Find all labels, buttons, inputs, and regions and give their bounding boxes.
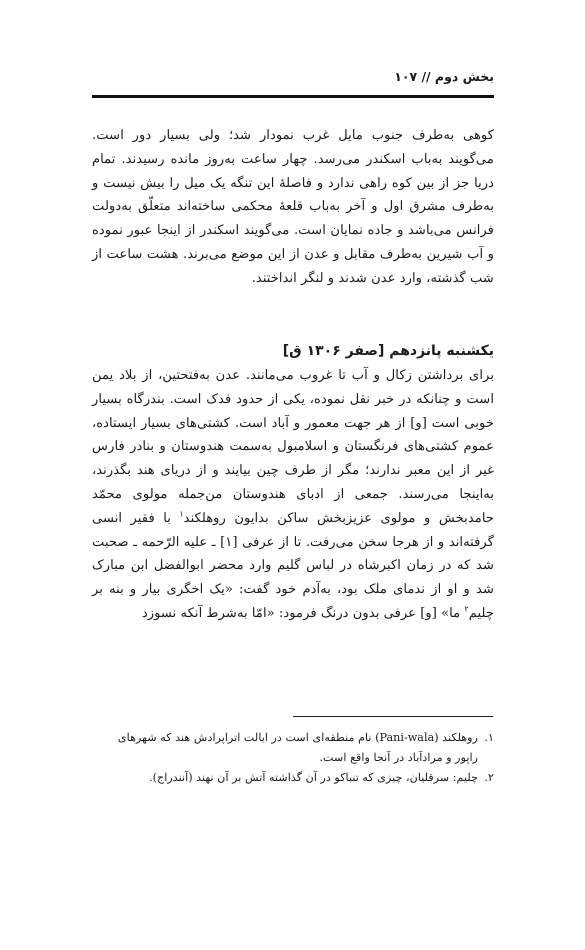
section-heading: یکشنبه پانزدهم [صفر ۱۳۰۶ ق] (282, 343, 494, 359)
paragraph-2-text (92, 364, 494, 626)
paragraph-2-part-a: برای برداشتن زکال و آب تا غروب می‌مانند. عدن به‌فتحتین، از بلاد یمن است و چنانکه در خبر نقل نموده، یکی از حدود فدک است. بندرگاه بسیار خوبی است [و] از هر جهت معمور و آباد است. کشتی‌های بسیار ایستاده، عموم کشتی‌های فرنگستان و اسلامبول به‌سمت هندوستان و بنادر فارس غیر از این معبر ندارند؛ مگر از طرف چین بیایند و از دریای هند بگذرند، به‌اینجا می‌رسند. جمعی از ادبای هندوستان من‌جمله مولوی محمّد حامدبخش و مولوی عزیزبخش ساکن بدایون روهلکند (92, 368, 494, 526)
header-rule (92, 95, 494, 98)
footnotes (92, 728, 494, 788)
footnote-2 (92, 768, 494, 788)
footnote-ref-2[interactable]: ۲ (464, 604, 469, 614)
footnote-separator (293, 716, 493, 717)
footnote-1-number: ۱. (484, 731, 494, 744)
paragraph-1 (92, 124, 494, 291)
footnote-2-text: چلیم: سرقلیان، چیزی که تنباکو در آن گذاشته آتش بر آن نهند (آنندراج). (149, 771, 478, 784)
footnote-1 (92, 728, 494, 768)
paragraph-2-part-c: ما» [و] عرفی بدون درنگ فرمود: «امّا به‌شرط آنکه نسوزد (141, 605, 465, 621)
footnote-2-number: ۲. (484, 771, 494, 784)
running-head: بخش دوم // ۱۰۷ (394, 69, 494, 84)
paragraph-2-part-b: با فقیر انسی گرفته‌اند و از هرجا سخن می‌رفت. تا از عرفی [۱] ـ علیه الرّحمه ـ صحبت شد که در زمان اکبرشاه در لباس گلیم وارد محضر ابوالفضل ابن مبارک شد و او از ندمای ملک بود، به‌آدم خود گفت: «یک اخگری بیار و بنه بر چلیم (92, 510, 494, 621)
paragraph-1-text: کوهی به‌طرف جنوب مایل غرب نمودار شد؛ ولی بسیار دور است. می‌گویند به‌باب اسکندر می‌رسد. چهار ساعت به‌روز مانده رسیدند. تمام دریا جز از بین کوه راهی ندارد و فاصلهٔ این تنگه یک میل را بیش نیست و به‌طرف مشرق اول و آخر به‌باب قلعهٔ محکمی ساخته‌اند متعلّق به‌دولت فرانس می‌باشد و جاده نمایان است. می‌گویند اسکندر از اینجا عبور نموده و آب شیرین به‌طرف مقابل و عدن از این موضع می‌برند. هشت ساعت از شب گذشته، وارد عدن شدند و لنگر انداختند. (92, 128, 494, 286)
paragraph-2 (92, 364, 494, 626)
footnote-1-text: روهلکند (Pani-wala) نام منطقه‌ای است در ایالت اتراپرادش هند که شهرهای راپور و مرادآباد در آنجا واقع است. (117, 731, 478, 764)
footnote-ref-1[interactable]: ۱ (179, 509, 184, 519)
